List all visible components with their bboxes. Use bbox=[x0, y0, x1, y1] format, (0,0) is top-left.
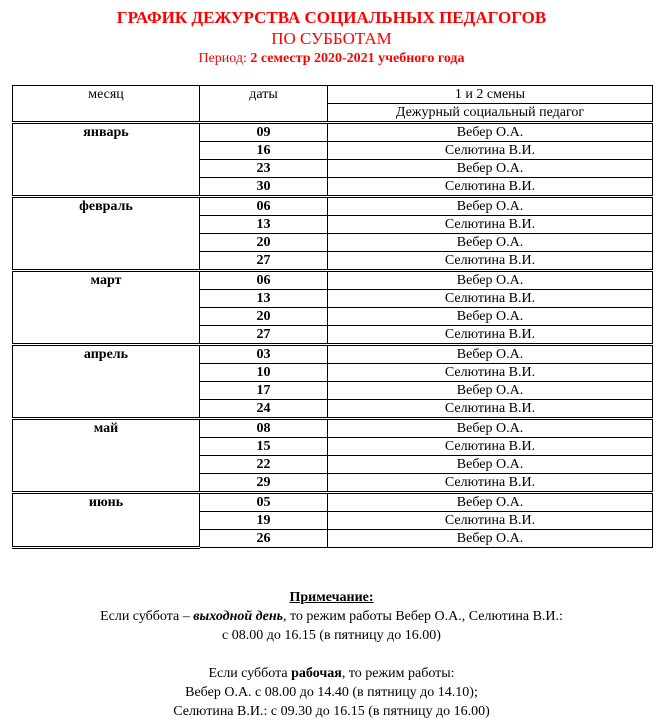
period-label: Период: bbox=[198, 51, 251, 66]
date-cell: 20 bbox=[200, 234, 328, 252]
table-row bbox=[13, 493, 653, 512]
duty-teacher-cell: Вебер О.А. bbox=[328, 308, 653, 326]
date-cell: 13 bbox=[200, 216, 328, 234]
header-duty: Дежурный социальный педагог bbox=[328, 104, 653, 123]
table-header-row bbox=[13, 86, 653, 104]
note-l3a: Если суббота bbox=[208, 666, 292, 681]
date-cell: 17 bbox=[200, 382, 328, 400]
duty-teacher-cell: Вебер О.А. bbox=[328, 493, 653, 512]
duty-teacher-cell: Вебер О.А. bbox=[328, 197, 653, 216]
date-cell: 10 bbox=[200, 364, 328, 382]
duty-teacher-cell: Вебер О.А. bbox=[328, 530, 653, 548]
duty-teacher-cell: Вебер О.А. bbox=[328, 160, 653, 178]
date-cell: 29 bbox=[200, 474, 328, 493]
date-cell: 19 bbox=[200, 512, 328, 530]
header-shift: 1 и 2 смены bbox=[328, 86, 653, 104]
note-line-5: Селютина В.И.: с 09.30 до 16.15 (в пятницу до 16.00) bbox=[173, 704, 490, 719]
duty-schedule-table bbox=[12, 85, 653, 549]
date-cell: 06 bbox=[200, 271, 328, 290]
table-row bbox=[13, 271, 653, 290]
date-cell: 30 bbox=[200, 178, 328, 197]
note-l3c: , то режим работы: bbox=[341, 666, 455, 681]
duty-teacher-cell: Вебер О.А. bbox=[328, 271, 653, 290]
duty-teacher-cell: Вебер О.А. bbox=[328, 419, 653, 438]
header-month: месяц bbox=[13, 86, 200, 123]
date-cell: 13 bbox=[200, 290, 328, 308]
date-cell: 27 bbox=[200, 252, 328, 271]
header-dates: даты bbox=[200, 86, 328, 123]
month-cell: июнь bbox=[13, 493, 200, 548]
duty-teacher-cell: Селютина В.И. bbox=[328, 512, 653, 530]
duty-teacher-cell: Селютина В.И. bbox=[328, 326, 653, 345]
date-cell: 03 bbox=[200, 345, 328, 364]
date-cell: 22 bbox=[200, 456, 328, 474]
duty-teacher-cell: Вебер О.А. bbox=[328, 345, 653, 364]
table-row bbox=[13, 345, 653, 364]
duty-teacher-cell: Селютина В.И. bbox=[328, 142, 653, 160]
page-subtitle: ПО СУББОТАМ bbox=[271, 29, 392, 48]
duty-teacher-cell: Селютина В.И. bbox=[328, 178, 653, 197]
date-cell: 15 bbox=[200, 438, 328, 456]
date-cell: 24 bbox=[200, 400, 328, 419]
duty-teacher-cell: Вебер О.А. bbox=[328, 123, 653, 142]
duty-teacher-cell: Селютина В.И. bbox=[328, 216, 653, 234]
duty-teacher-cell: Селютина В.И. bbox=[328, 400, 653, 419]
duty-teacher-cell: Селютина В.И. bbox=[328, 438, 653, 456]
note-l1a: Если суббота – bbox=[100, 609, 194, 624]
note-title: Примечание: bbox=[289, 590, 374, 605]
date-cell: 20 bbox=[200, 308, 328, 326]
date-cell: 05 bbox=[200, 493, 328, 512]
period-value: 2 семестр 2020-2021 учебного года bbox=[250, 51, 465, 66]
date-cell: 06 bbox=[200, 197, 328, 216]
duty-teacher-cell: Селютина В.И. bbox=[328, 364, 653, 382]
note-line-3 bbox=[0, 664, 663, 683]
duty-teacher-cell: Вебер О.А. bbox=[328, 456, 653, 474]
note-line-1 bbox=[0, 607, 663, 626]
note-l1c: , то режим работы Вебер О.А., Селютина В.И.: bbox=[283, 609, 563, 624]
note-l1b: выходной день bbox=[193, 609, 283, 624]
date-cell: 23 bbox=[200, 160, 328, 178]
date-cell: 26 bbox=[200, 530, 328, 548]
table-row bbox=[13, 419, 653, 438]
date-cell: 09 bbox=[200, 123, 328, 142]
table-row bbox=[13, 123, 653, 142]
note-section bbox=[0, 588, 663, 721]
table-row bbox=[13, 197, 653, 216]
note-line-2: с 08.00 до 16.15 (в пятницу до 16.00) bbox=[222, 628, 441, 643]
period-line bbox=[0, 50, 663, 68]
date-cell: 16 bbox=[200, 142, 328, 160]
month-cell: апрель bbox=[13, 345, 200, 419]
date-cell: 08 bbox=[200, 419, 328, 438]
month-cell: март bbox=[13, 271, 200, 345]
month-cell: февраль bbox=[13, 197, 200, 271]
duty-teacher-cell: Селютина В.И. bbox=[328, 252, 653, 271]
duty-teacher-cell: Селютина В.И. bbox=[328, 290, 653, 308]
month-cell: май bbox=[13, 419, 200, 493]
duty-teacher-cell: Вебер О.А. bbox=[328, 234, 653, 252]
month-cell: январь bbox=[13, 123, 200, 197]
note-l3b: рабочая bbox=[291, 666, 342, 681]
note-line-4: Вебер О.А. с 08.00 до 14.40 (в пятницу до 14.10); bbox=[185, 685, 478, 700]
duty-teacher-cell: Селютина В.И. bbox=[328, 474, 653, 493]
date-cell: 27 bbox=[200, 326, 328, 345]
duty-teacher-cell: Вебер О.А. bbox=[328, 382, 653, 400]
page-title: ГРАФИК ДЕЖУРСТВА СОЦИАЛЬНЫХ ПЕДАГОГОВ bbox=[116, 8, 547, 27]
